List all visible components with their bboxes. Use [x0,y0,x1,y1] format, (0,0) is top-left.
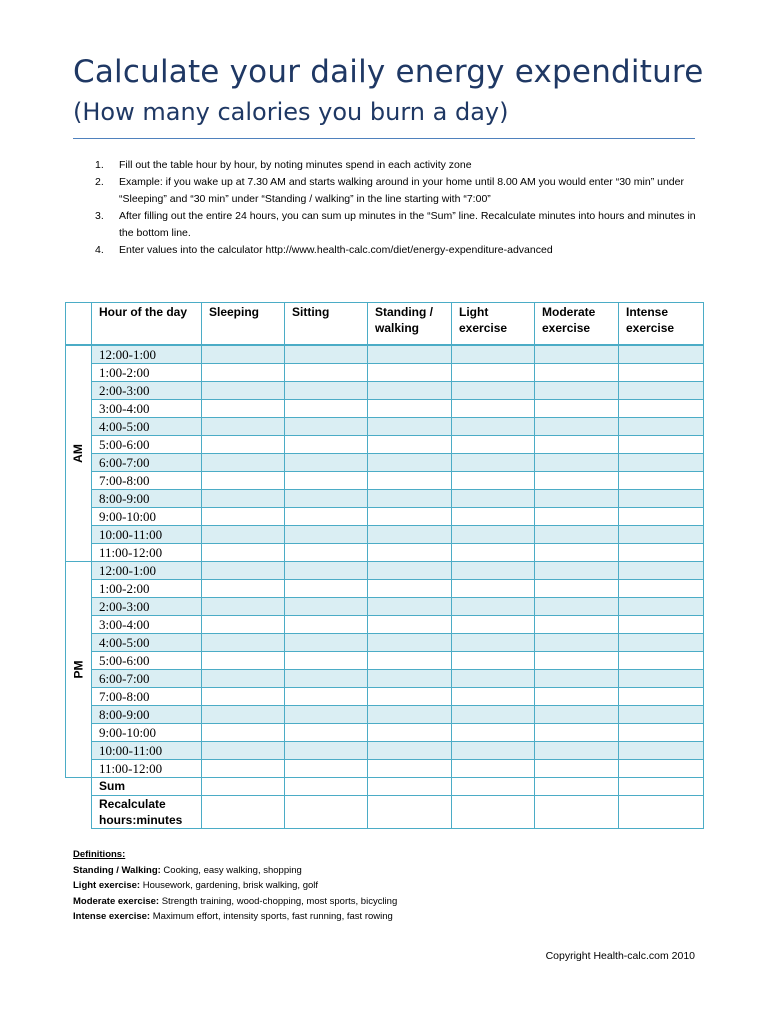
table-cell[interactable] [452,526,535,544]
table-cell[interactable] [202,526,285,544]
table-row [66,634,704,652]
instruction-number: 3. [95,210,104,222]
page-subtitle: (How many calories you burn a day) [73,98,509,126]
table-cell[interactable] [285,472,368,490]
table-cell[interactable] [285,544,368,562]
table-cell[interactable] [619,616,704,634]
hour-label: 7:00-8:00 [92,688,202,706]
table-cell[interactable] [285,652,368,670]
table-cell[interactable] [202,345,285,364]
column-header: Intense exercise [619,303,704,346]
table-cell[interactable] [368,634,452,652]
am-label [66,345,92,562]
instruction-number: 1. [95,159,104,171]
hour-label: 1:00-2:00 [92,364,202,382]
hour-label: 4:00-5:00 [92,418,202,436]
column-header: Standing / walking [368,303,452,346]
instruction-item [95,242,705,259]
table-row [66,364,704,382]
table-row [66,598,704,616]
hour-label: 7:00-8:00 [92,472,202,490]
table-cell[interactable] [452,345,535,364]
table-cell[interactable] [202,400,285,418]
table-cell[interactable] [452,598,535,616]
table-header-row [66,303,704,346]
instructions-list [95,157,705,259]
table-row [66,670,704,688]
table-cell[interactable] [285,688,368,706]
table-cell[interactable] [368,345,452,364]
column-header: Hour of the day [92,303,202,346]
pm-label [66,562,92,778]
table-body [66,345,704,829]
table-row [66,688,704,706]
table-cell[interactable] [202,508,285,526]
definition-item [73,894,397,910]
table-row [66,652,704,670]
table-cell[interactable] [202,742,285,760]
hour-label: 4:00-5:00 [92,634,202,652]
table-cell[interactable] [202,436,285,454]
table-cell[interactable] [368,688,452,706]
instruction-text: After filling out the entire 24 hours, you can sum up minutes in the “Sum” line. Recalculate minutes into hours and minutes in the bottom line. [119,210,696,239]
period-label: AM [70,444,85,463]
table-cell[interactable] [452,760,535,778]
table-cell[interactable] [619,364,704,382]
table-row [66,526,704,544]
table-cell[interactable] [368,508,452,526]
table-row [66,742,704,760]
table-cell[interactable] [368,598,452,616]
table-cell[interactable] [202,688,285,706]
table-cell[interactable] [619,345,704,364]
table-cell[interactable] [452,724,535,742]
table-cell[interactable] [619,760,704,778]
row-spacer [66,778,92,796]
table-cell[interactable] [535,652,619,670]
definition-item [73,909,397,925]
instruction-text: Enter values into the calculator http://www.health-calc.com/diet/energy-expenditure-advanced [119,244,553,256]
table-cell[interactable] [452,508,535,526]
definition-desc: Strength training, wood-chopping, most sports, bicycling [159,895,398,907]
table-cell[interactable] [368,454,452,472]
table-cell[interactable] [285,742,368,760]
table-cell[interactable] [368,490,452,508]
table-cell[interactable] [285,616,368,634]
table-cell[interactable] [535,400,619,418]
definition-term: Moderate exercise: [73,895,160,907]
table-row [66,706,704,724]
energy-table [65,302,704,829]
table-cell[interactable] [202,616,285,634]
column-header: Sitting [285,303,368,346]
hour-label: 12:00-1:00 [92,562,202,580]
table-cell[interactable] [619,688,704,706]
hour-label: 6:00-7:00 [92,454,202,472]
table-cell[interactable] [452,742,535,760]
table-cell[interactable] [285,454,368,472]
table-cell[interactable] [619,382,704,400]
column-header: Light exercise [452,303,535,346]
table-cell[interactable] [452,688,535,706]
table-cell[interactable] [535,345,619,364]
title-divider [73,138,695,139]
table-cell[interactable] [368,706,452,724]
table-cell[interactable] [535,760,619,778]
table-cell[interactable] [202,418,285,436]
instruction-text: Fill out the table hour by hour, by noting minutes spend in each activity zone [119,159,472,171]
table-cell[interactable] [535,562,619,580]
table-cell[interactable] [285,562,368,580]
table-cell[interactable] [535,742,619,760]
table-cell[interactable] [452,436,535,454]
table-row [66,508,704,526]
table-cell[interactable] [452,580,535,598]
definitions [73,847,397,925]
table-row [66,616,704,634]
table-cell[interactable] [202,670,285,688]
definition-item [73,878,397,894]
table-cell[interactable] [285,778,368,796]
table-cell[interactable] [619,724,704,742]
table-cell[interactable] [452,562,535,580]
table-cell[interactable] [285,382,368,400]
table-cell[interactable] [368,652,452,670]
instruction-item [95,208,705,242]
table-cell[interactable] [619,706,704,724]
hour-label: 6:00-7:00 [92,670,202,688]
instruction-number: 4. [95,244,104,256]
table-cell[interactable] [202,490,285,508]
table-row [66,580,704,598]
table-cell[interactable] [285,508,368,526]
table-cell[interactable] [535,706,619,724]
table-cell[interactable] [285,345,368,364]
hour-label: 11:00-12:00 [92,544,202,562]
table-cell[interactable] [368,670,452,688]
table-cell[interactable] [619,490,704,508]
hour-label: 10:00-11:00 [92,526,202,544]
hour-label: 9:00-10:00 [92,508,202,526]
table-cell[interactable] [202,382,285,400]
table-cell[interactable] [535,796,619,829]
table-cell[interactable] [535,544,619,562]
table-row [66,760,704,778]
definition-desc: Housework, gardening, brisk walking, golf [140,880,319,891]
table-row [66,724,704,742]
table-cell[interactable] [619,526,704,544]
table-row [66,490,704,508]
table-cell[interactable] [619,454,704,472]
table-cell[interactable] [535,454,619,472]
table-cell[interactable] [368,580,452,598]
table-cell[interactable] [452,472,535,490]
definition-term: Standing / Walking: [73,864,161,876]
table-cell[interactable] [535,364,619,382]
table-cell[interactable] [202,472,285,490]
table-cell[interactable] [202,634,285,652]
table-cell[interactable] [285,706,368,724]
table-cell[interactable] [619,634,704,652]
table-cell[interactable] [285,580,368,598]
table-cell[interactable] [285,436,368,454]
definitions-heading: Definitions: [73,849,126,860]
table-cell[interactable] [535,724,619,742]
page-title: Calculate your daily energy expenditure [73,54,704,90]
table-cell[interactable] [285,526,368,544]
table-cell[interactable] [619,670,704,688]
table-cell[interactable] [452,778,535,796]
table-cell[interactable] [619,796,704,829]
table-cell[interactable] [285,760,368,778]
table-cell[interactable] [368,616,452,634]
hour-label: 1:00-2:00 [92,580,202,598]
recalc-row [66,796,704,829]
definition-term: Light exercise: [73,880,141,891]
table-cell[interactable] [452,634,535,652]
table-cell[interactable] [535,688,619,706]
table-cell[interactable] [452,796,535,829]
table-cell[interactable] [535,472,619,490]
table-cell[interactable] [202,706,285,724]
table-cell[interactable] [202,364,285,382]
definition-desc: Maximum effort, intensity sports, fast running, fast rowing [150,911,393,922]
hour-label: 10:00-11:00 [92,742,202,760]
table-row [66,418,704,436]
table-cell[interactable] [535,418,619,436]
table-cell[interactable] [452,454,535,472]
table-cell[interactable] [535,616,619,634]
hour-label: 3:00-4:00 [92,616,202,634]
table-cell[interactable] [368,562,452,580]
hour-label: 2:00-3:00 [92,598,202,616]
hour-label: 3:00-4:00 [92,400,202,418]
hour-label: 2:00-3:00 [92,382,202,400]
table-cell[interactable] [535,670,619,688]
table-cell[interactable] [535,508,619,526]
table-cell[interactable] [368,526,452,544]
table-cell[interactable] [619,436,704,454]
copyright: Copyright Health-calc.com 2010 [545,950,695,962]
table-cell[interactable] [285,418,368,436]
hour-label: 5:00-6:00 [92,436,202,454]
table-cell[interactable] [619,598,704,616]
table-cell[interactable] [619,544,704,562]
table-cell[interactable] [535,436,619,454]
definition-term: Intense exercise: [73,911,151,922]
table-cell[interactable] [202,598,285,616]
period-label: PM [71,660,85,679]
table-cell[interactable] [452,364,535,382]
table-cell[interactable] [202,796,285,829]
table-cell[interactable] [368,436,452,454]
table-cell[interactable] [452,490,535,508]
table-cell[interactable] [619,652,704,670]
table-cell[interactable] [535,580,619,598]
table-row [66,345,704,364]
table-cell[interactable] [285,634,368,652]
table-cell[interactable] [202,652,285,670]
table-cell[interactable] [452,652,535,670]
table-cell[interactable] [619,508,704,526]
table-row [66,436,704,454]
table-cell[interactable] [535,382,619,400]
table-cell[interactable] [452,544,535,562]
column-header: Sleeping [202,303,285,346]
table-cell[interactable] [619,418,704,436]
table-cell[interactable] [202,544,285,562]
table-cell[interactable] [285,724,368,742]
table-cell[interactable] [368,418,452,436]
hour-label: 5:00-6:00 [92,652,202,670]
table-cell[interactable] [619,778,704,796]
instruction-item [95,174,705,208]
hour-label: 8:00-9:00 [92,706,202,724]
table-cell[interactable] [285,400,368,418]
table-cell[interactable] [368,778,452,796]
table-cell[interactable] [619,400,704,418]
table-cell[interactable] [202,562,285,580]
table-cell[interactable] [368,724,452,742]
table-row [66,472,704,490]
table-cell[interactable] [202,724,285,742]
table-cell[interactable] [619,580,704,598]
hour-label: 9:00-10:00 [92,724,202,742]
table-row [66,400,704,418]
table-row [66,454,704,472]
sum-row [66,778,704,796]
header-spacer [66,303,92,346]
table-cell[interactable] [452,400,535,418]
table-cell[interactable] [452,670,535,688]
table-cell[interactable] [452,382,535,400]
table-row [66,562,704,580]
row-spacer [66,796,92,829]
column-header: Moderate exercise [535,303,619,346]
table-cell[interactable] [368,544,452,562]
table-cell[interactable] [285,796,368,829]
table-cell[interactable] [452,706,535,724]
table-cell[interactable] [368,472,452,490]
definition-item [73,863,397,879]
table-cell[interactable] [285,670,368,688]
hour-label: 12:00-1:00 [92,345,202,364]
table-cell[interactable] [368,400,452,418]
table-cell[interactable] [535,526,619,544]
table-row [66,544,704,562]
table-cell[interactable] [535,598,619,616]
table-cell[interactable] [202,778,285,796]
table-cell[interactable] [285,598,368,616]
definition-desc: Cooking, easy walking, shopping [160,864,302,876]
table-cell[interactable] [202,580,285,598]
hour-label: 11:00-12:00 [92,760,202,778]
table-cell[interactable] [202,760,285,778]
table-cell[interactable] [368,742,452,760]
table-cell[interactable] [535,634,619,652]
table-cell[interactable] [452,418,535,436]
hour-label: 8:00-9:00 [92,490,202,508]
table-cell[interactable] [285,490,368,508]
instruction-text: Example: if you wake up at 7.30 AM and starts walking around in your home until 8.00 AM you would enter “30 min” under “Sleeping” and “30 min” under “Standing / walking” in the line starting with “7:00” [119,176,684,205]
table-cell[interactable] [619,742,704,760]
table-cell[interactable] [368,382,452,400]
table-cell[interactable] [535,778,619,796]
table-row [66,382,704,400]
table-cell[interactable] [619,472,704,490]
recalc-label: Recalculate hours:minutes [92,796,202,829]
table-cell[interactable] [202,454,285,472]
table-cell[interactable] [368,796,452,829]
sum-label: Sum [92,778,202,796]
table-cell[interactable] [452,616,535,634]
table-cell[interactable] [535,490,619,508]
table-cell[interactable] [619,562,704,580]
table-cell[interactable] [368,760,452,778]
instruction-number: 2. [95,176,104,188]
table-cell[interactable] [285,364,368,382]
table-cell[interactable] [368,364,452,382]
instruction-item [95,157,705,174]
